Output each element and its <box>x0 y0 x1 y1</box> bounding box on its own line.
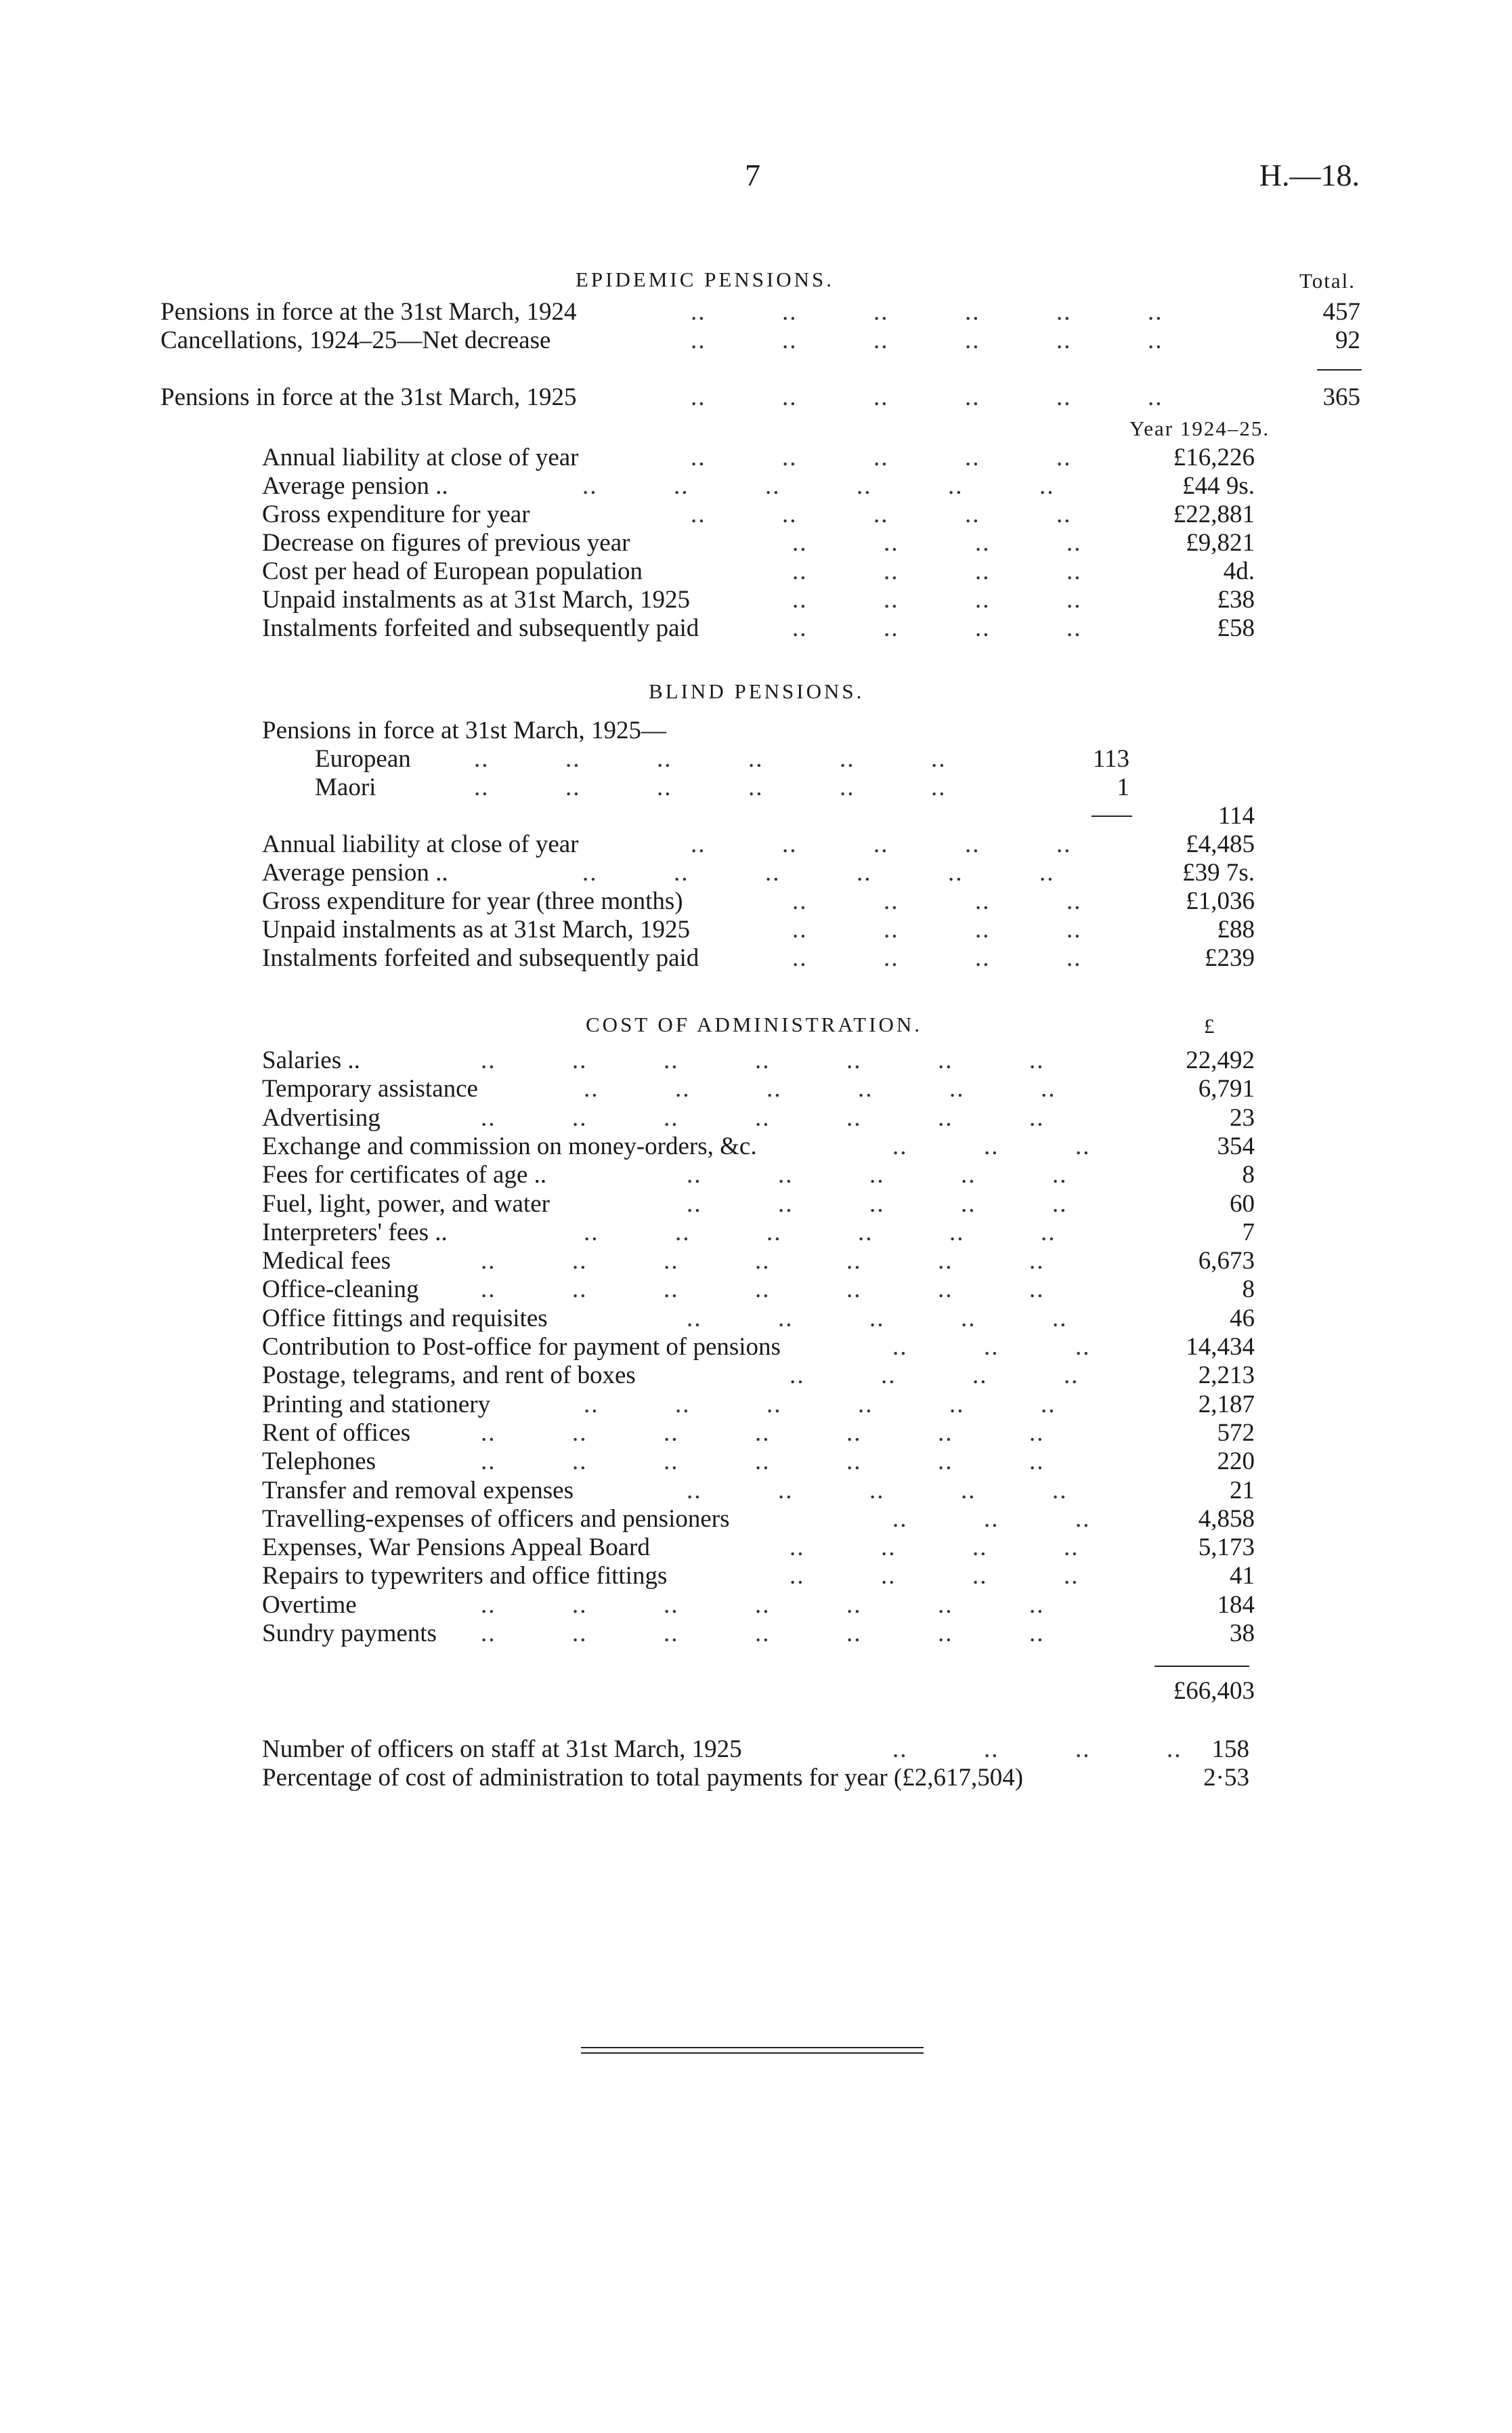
dot-leader: .. .. .. <box>892 1133 1091 1160</box>
admin-item-row <box>0 1562 1512 1590</box>
year-column-header: Year 1924–25. <box>1129 417 1270 440</box>
admin-item-row <box>0 1075 1512 1103</box>
currency-header: £ <box>1204 1014 1216 1038</box>
dot-leader: .. .. .. .. .. .. <box>584 1391 1056 1418</box>
page-number: 7 <box>745 158 760 192</box>
document-reference: H.—18. <box>1259 158 1360 192</box>
admin-item-row <box>0 1104 1512 1133</box>
row-value: £16,226 <box>1173 444 1255 471</box>
row-label: Rent of offices <box>262 1419 411 1447</box>
row-value: 457 <box>1322 298 1360 326</box>
blind-detail-row: Average pension .. .. .. .. .. .. .. £39 7s. <box>262 859 1255 887</box>
row-label: Gross expenditure for year (three months) <box>262 887 683 915</box>
row-label: Printing and stationery <box>262 1391 491 1418</box>
row-label: Travelling-expenses of officers and pensioners <box>262 1505 730 1533</box>
blind-detail-row: Unpaid instalments as at 31st March, 1925 .. .. .. .. £88 <box>262 916 1255 944</box>
row-value: 6,673 <box>1198 1247 1255 1275</box>
row-value: 60 <box>1230 1190 1255 1218</box>
row-value: 2,213 <box>1198 1361 1255 1389</box>
row-value: 8 <box>1242 1161 1255 1189</box>
dot-leader: .. .. .. .. .. <box>687 1305 1068 1332</box>
row-label: Contribution to Post-office for payment of pensions <box>262 1333 781 1361</box>
admin-section-title: COST OF ADMINISTRATION. <box>586 1013 923 1036</box>
row-label: Fuel, light, power, and water <box>262 1190 550 1218</box>
dot-leader: .. .. .. .. .. <box>687 1190 1068 1218</box>
dot-leader: .. .. .. <box>892 1333 1091 1361</box>
row-label: Interpreters' fees .. <box>262 1219 448 1246</box>
row-label: Pensions in force at 31st March, 1925— <box>262 717 667 744</box>
admin-item-row <box>0 1591 1512 1620</box>
total-rule <box>1154 1666 1249 1667</box>
row-label: Office fittings and requisites <box>262 1305 548 1332</box>
row-label: Unpaid instalments as at 31st March, 1925 <box>262 586 690 614</box>
row-label: Cancellations, 1924–25—Net decrease <box>160 326 551 354</box>
row-label: Annual liability at close of year <box>262 830 579 858</box>
row-value: £22,881 <box>1173 501 1255 528</box>
row-label: Sundry payments <box>262 1620 437 1647</box>
row-label: Cost per head of European population <box>262 557 643 585</box>
admin-item-row <box>0 1190 1512 1219</box>
row-value: £38 <box>1217 586 1255 614</box>
row-value: 572 <box>1217 1419 1255 1447</box>
epidemic-detail-row: Decrease on figures of previous year .. .. .. .. £9,821 <box>262 529 1255 557</box>
row-label: Instalments forfeited and subsequently paid <box>262 944 699 972</box>
end-double-rule <box>581 2047 924 2054</box>
dot-leader: .. .. .. .. .. .. .. <box>481 1620 1045 1647</box>
admin-percentage-row <box>0 1764 1512 1792</box>
row-label: Annual liability at close of year <box>262 444 579 471</box>
epidemic-total-row: Pensions in force at the 31st March, 1925 .. .. .. .. .. .. 365 <box>160 383 1360 411</box>
row-value: 158 <box>1211 1735 1249 1763</box>
row-value: 4d. <box>1223 557 1255 585</box>
row-value: £58 <box>1217 614 1255 642</box>
row-value: £39 7s. <box>1182 859 1255 887</box>
epidemic-row: Cancellations, 1924–25—Net decrease .. .. .. .. .. .. 92 <box>160 326 1360 354</box>
epidemic-detail-row: Average pension .. .. .. .. .. .. .. £44 9s. <box>262 472 1255 500</box>
row-label: Overtime <box>262 1591 357 1619</box>
row-label: Decrease on figures of previous year <box>262 529 630 557</box>
admin-item-row <box>0 1391 1512 1419</box>
row-value: 22,492 <box>1186 1046 1255 1074</box>
admin-item-row <box>0 1620 1512 1648</box>
row-label: Fees for certificates of age .. <box>262 1161 547 1189</box>
row-value: 2·53 <box>1203 1764 1249 1792</box>
row-value: £4,485 <box>1186 830 1255 858</box>
row-label: Salaries .. <box>262 1046 360 1074</box>
row-label: Gross expenditure for year <box>262 501 530 528</box>
blind-total-row <box>0 802 1512 830</box>
dot-leader: .. .. .. .. .. .. <box>584 1075 1056 1103</box>
admin-item-row <box>0 1533 1512 1562</box>
dot-leader: .. .. .. <box>892 1505 1091 1533</box>
admin-item-row <box>0 1046 1512 1075</box>
dot-leader: .. .. .. .. .. .. .. <box>481 1046 1045 1074</box>
blind-detail-row: Annual liability at close of year .. .. .. .. .. £4,485 <box>262 830 1255 858</box>
admin-item-row <box>0 1477 1512 1505</box>
row-label: Temporary assistance <box>262 1075 478 1103</box>
row-value: 113 <box>1092 745 1129 773</box>
epidemic-detail-row: Cost per head of European population .. .. .. .. 4d. <box>262 557 1255 585</box>
admin-item-row <box>0 1361 1512 1390</box>
row-label: Number of officers on staff at 31st March, 1925 <box>262 1735 742 1763</box>
row-label: Instalments forfeited and subsequently paid <box>262 614 699 642</box>
row-label: Pensions in force at the 31st March, 1924 <box>160 298 577 326</box>
row-value: 220 <box>1217 1447 1255 1475</box>
total-column-header: Total. <box>1299 269 1356 293</box>
epidemic-detail-row: Instalments forfeited and subsequently paid .. .. .. .. £58 <box>262 614 1255 642</box>
blind-total: 114 <box>1217 802 1255 830</box>
row-value: £239 <box>1205 944 1255 972</box>
row-value: 4,858 <box>1198 1505 1255 1533</box>
row-label: Advertising <box>262 1104 381 1132</box>
row-value: 41 <box>1230 1562 1255 1590</box>
row-label: Medical fees <box>262 1247 391 1275</box>
admin-item-row <box>0 1447 1512 1476</box>
dot-leader: .. .. .. .. .. <box>687 1161 1068 1189</box>
blind-section-title: BLIND PENSIONS. <box>649 679 865 703</box>
admin-item-row <box>0 1505 1512 1533</box>
admin-item-row <box>0 1247 1512 1275</box>
admin-item-row <box>0 1219 1512 1247</box>
row-value: £1,036 <box>1186 887 1255 915</box>
row-label: Transfer and removal expenses <box>262 1477 574 1504</box>
dot-leader: .. .. .. .. <box>790 1361 1079 1389</box>
row-value: £9,821 <box>1186 529 1255 557</box>
epidemic-detail-row: Annual liability at close of year .. .. .. .. .. £16,226 <box>262 444 1255 471</box>
row-value: £44 9s. <box>1182 472 1255 500</box>
dot-leader: .. .. .. .. .. .. .. <box>481 1447 1045 1475</box>
row-value: 21 <box>1230 1477 1255 1504</box>
dot-leader: .. .. .. .. .. <box>687 1477 1068 1504</box>
row-label: Pensions in force at the 31st March, 1925 <box>160 383 577 411</box>
row-value: 14,434 <box>1186 1333 1255 1361</box>
dot-leader: .. .. .. .. .. .. .. <box>481 1104 1045 1132</box>
blind-group-row: European .. .. .. .. .. .. 113 <box>315 745 1129 773</box>
row-value: 23 <box>1230 1104 1255 1132</box>
row-value: 1 <box>1117 774 1129 801</box>
epidemic-detail-row: Gross expenditure for year .. .. .. .. .. £22,881 <box>262 501 1255 528</box>
row-label: Exchange and commission on money-orders, &c. <box>262 1133 757 1160</box>
row-label: Percentage of cost of administration to total payments for year (£2,617,504) <box>262 1764 1024 1792</box>
row-value: 8 <box>1242 1275 1255 1303</box>
admin-item-row <box>0 1133 1512 1161</box>
row-value: 2,187 <box>1198 1391 1255 1418</box>
row-label: Repairs to typewriters and office fittings <box>262 1562 668 1590</box>
row-label: Unpaid instalments as at 31st March, 1925 <box>262 916 690 944</box>
row-value: 46 <box>1230 1305 1255 1332</box>
epidemic-detail-row: Unpaid instalments as at 31st March, 1925 .. .. .. .. £38 <box>262 586 1255 614</box>
epidemic-row: Pensions in force at the 31st March, 1924 .. .. .. .. .. .. 457 <box>160 298 1360 326</box>
epidemic-section-title: EPIDEMIC PENSIONS. <box>576 268 835 291</box>
admin-item-row <box>0 1305 1512 1333</box>
admin-item-row <box>0 1161 1512 1189</box>
subtotal-rule <box>1317 369 1362 371</box>
dot-leader: .. .. .. .. .. .. .. <box>481 1247 1045 1275</box>
row-value: 7 <box>1242 1219 1255 1246</box>
row-label: Average pension .. <box>262 472 448 500</box>
row-value: £88 <box>1217 916 1255 944</box>
row-label: Maori <box>315 774 376 801</box>
row-label: Telephones <box>262 1447 376 1475</box>
blind-group-row: Maori .. .. .. .. .. .. 1 <box>315 774 1129 801</box>
dot-leader: .. .. .. .. .. .. .. <box>481 1275 1045 1303</box>
staff-count-row: Number of officers on staff at 31st March, 1925 .. .. .. .. 158 <box>262 1735 1249 1763</box>
row-value: 38 <box>1230 1620 1255 1647</box>
row-label: Postage, telegrams, and rent of boxes <box>262 1361 636 1389</box>
row-label: Average pension .. <box>262 859 448 887</box>
row-value: 92 <box>1335 326 1360 354</box>
row-label: Expenses, War Pensions Appeal Board <box>262 1533 650 1561</box>
row-label: European <box>315 745 411 773</box>
dot-leader: .. .. .. .. .. .. <box>584 1219 1056 1246</box>
row-value: 354 <box>1217 1133 1255 1160</box>
row-value: 365 <box>1322 383 1360 411</box>
dot-leader: .. .. .. .. <box>790 1533 1079 1561</box>
admin-item-row <box>0 1333 1512 1361</box>
dot-leader: .. .. .. .. .. .. .. <box>481 1591 1045 1619</box>
row-value: 184 <box>1217 1591 1255 1619</box>
blind-intro <box>0 717 1512 745</box>
blind-detail-row: Gross expenditure for year (three months) .. .. .. .. £1,036 <box>262 887 1255 915</box>
admin-total-row <box>0 1677 1512 1706</box>
dot-leader: .. .. .. .. <box>790 1562 1079 1590</box>
dot-leader: .. .. .. .. .. .. .. <box>481 1419 1045 1447</box>
admin-item-row <box>0 1275 1512 1304</box>
admin-total: £66,403 <box>1173 1677 1255 1705</box>
blind-detail-row: Instalments forfeited and subsequently paid .. .. .. .. £239 <box>262 944 1255 972</box>
admin-item-row <box>0 1419 1512 1447</box>
row-value: 5,173 <box>1198 1533 1255 1561</box>
row-label: Office-cleaning <box>262 1275 419 1303</box>
row-value: 6,791 <box>1198 1075 1255 1103</box>
